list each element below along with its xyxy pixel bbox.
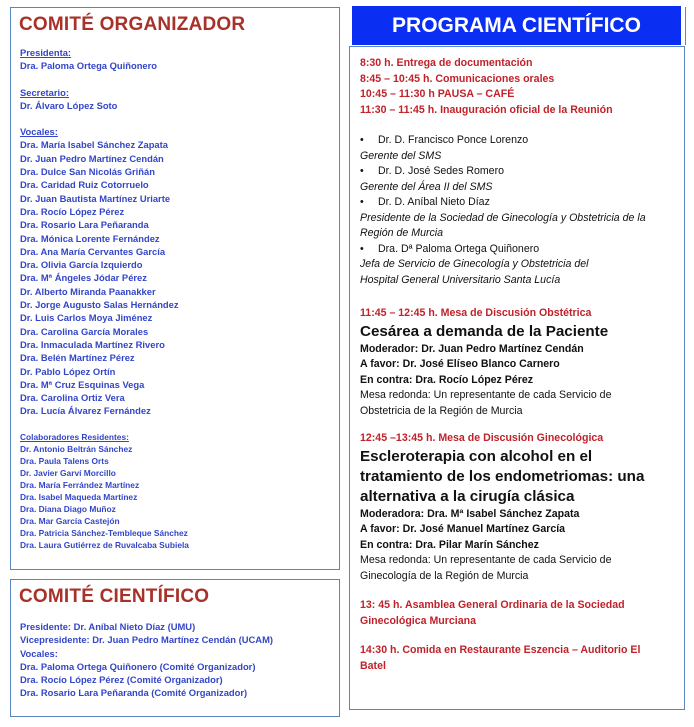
secretary-label: Secretario: <box>20 86 69 98</box>
vocal-item: Dra. Carolina García Morales <box>20 325 149 337</box>
scientific-committee-panel <box>10 579 340 717</box>
speaker-name: Dr. D. Francisco Ponce Lorenzo <box>378 134 529 146</box>
speaker-role: Gerente del Área II del SMS <box>360 180 493 193</box>
mesa2-contra: En contra: Dra. Pilar Marín Sánchez <box>360 538 539 551</box>
lunch-item: Batel <box>360 659 386 672</box>
assembly-item: 13: 45 h. Asamblea General Ordinaria de la Sociedad <box>360 599 625 611</box>
resident-item: Dra. Patricia Sánchez-Tembleque Sánchez <box>20 528 188 539</box>
vocal-item: Dra. Mª Ángeles Jódar Pérez <box>20 272 147 284</box>
scientific-line: Vocales: <box>20 647 58 659</box>
mesa2-redonda: Ginecología de la Región de Murcia <box>360 569 529 582</box>
organizing-committee-panel <box>10 7 340 570</box>
vocal-item: Dra. Dulce San Nicolás Griñán <box>20 166 155 178</box>
assembly-item: Ginecológica Murciana <box>360 614 476 627</box>
program-panel <box>349 46 685 710</box>
vocal-item: Dr. Juan Bautista Martínez Uriarte <box>20 192 171 204</box>
mesa1-redonda: Obstetricia de la Región de Murcia <box>360 404 523 417</box>
resident-item: Dra. Mar García Castejón <box>20 516 120 527</box>
vocal-item: Dra. Rosario Lara Peñaranda <box>20 219 149 231</box>
vocal-item: Dra. Inmaculada Martínez Rivero <box>20 338 165 350</box>
mesa1-moderator: Moderador: Dr. Juan Pedro Martínez Cendán <box>360 342 584 355</box>
scientific-committee-title: COMITÉ CIENTÍFICO <box>19 586 210 607</box>
resident-item: Dra. María Ferrández Martínez <box>20 479 140 490</box>
vocal-item: Dr. Pablo López Ortín <box>20 365 116 377</box>
resident-item: Dr. Javier Garví Morcillo <box>20 467 116 478</box>
speaker-item: • Dra. Dª Paloma Ortega Quiñonero <box>360 242 680 258</box>
mesa1-contra: En contra: Dra. Rocío López Pérez <box>360 373 534 386</box>
mesa2-moderator: Moderadora: Dra. Mª Isabel Sánchez Zapata <box>360 507 580 520</box>
speaker-item: • Dr. D. José Sedes Romero <box>360 164 680 180</box>
mesa1-time: 11:45 – 12:45 h. Mesa de Discusión Obstétrica <box>360 307 592 319</box>
vocal-item: Dra. Rocío López Pérez <box>20 205 125 217</box>
mesa2-redonda: Mesa redonda: Un representante de cada Servicio de <box>360 554 612 566</box>
vocal-item: Dra. Mª Cruz Esquinas Vega <box>20 378 145 390</box>
organizing-committee-title: COMITÉ ORGANIZADOR <box>19 14 246 35</box>
resident-item: Dra. Isabel Maqueda Martínez <box>20 491 138 502</box>
speaker-role: Presidente de la Sociedad de Ginecología y Obstetricia de la <box>360 211 646 224</box>
vocal-item: Dr. Luis Carlos Moya Jiménez <box>20 312 153 324</box>
mesa2-favor: A favor: Dr. José Manuel Martínez García <box>360 523 566 535</box>
mesa1-redonda: Mesa redonda: Un representante de cada Servicio de <box>360 389 612 401</box>
president-name: Dra. Paloma Ortega Quiñonero <box>20 60 158 72</box>
vocal-item: Dra. Caridad Ruiz Cotorruelo <box>20 179 149 191</box>
scientific-line: Presidente: Dr. Aníbal Nieto Díaz (UMU) <box>20 621 196 632</box>
vocal-item: Dra. Ana María Cervantes García <box>20 245 166 257</box>
scientific-line: Dra. Rosario Lara Peñaranda (Comité Organizador) <box>20 687 248 699</box>
vocal-item: Dra. Lucía Álvarez Fernández <box>20 405 151 417</box>
program-header: PROGRAMA CIENTÍFICO <box>352 6 681 45</box>
vocal-item: Dra. Belén Martínez Pérez <box>20 352 135 364</box>
speaker-item: • Dr. D. Aníbal Nieto Díaz <box>360 195 680 211</box>
speaker-name: Dra. Dª Paloma Ortega Quiñonero <box>378 242 540 255</box>
vocales-label: Vocales: <box>20 126 58 138</box>
speaker-role: Gerente del SMS <box>360 149 442 162</box>
speaker-role: Hospital General Universitario Santa Lucía <box>360 273 561 286</box>
vocal-item: Dr. Alberto Miranda Paanakker <box>20 285 156 297</box>
scientific-line: Vicepresidente: Dr. Juan Pedro Martínez Cendán (UCAM) <box>20 634 274 646</box>
schedule-item: 8:45 – 10:45 h. Comunicaciones orales <box>360 72 555 85</box>
mesa2-title: tratamiento de los endometriomas: una <box>360 467 645 485</box>
divider <box>685 7 686 45</box>
secretary-name: Dr. Álvaro López Soto <box>20 99 118 111</box>
resident-item: Dra. Laura Gutiérrez de Ruvalcaba Subiela <box>20 540 189 551</box>
speaker-item: • Dr. D. Francisco Ponce Lorenzo <box>360 133 680 149</box>
lunch-item: 14:30 h. Comida en Restaurante Eszencia – Auditorio El <box>360 644 641 656</box>
mesa2-title: Escleroterapia con alcohol en el <box>360 447 593 465</box>
vocal-item: Dr. Jorge Augusto Salas Hernández <box>20 299 179 311</box>
schedule-item: 10:45 – 11:30 h PAUSA – CAFÉ <box>360 88 515 100</box>
speaker-name: Dr. D. José Sedes Romero <box>378 165 504 177</box>
mesa1-favor: A favor: Dr. José Elíseo Blanco Carnero <box>360 358 560 370</box>
schedule-item: 11:30 – 11:45 h. Inauguración oficial de la Reunión <box>360 103 613 116</box>
schedule-item: 8:30 h. Entrega de documentación <box>360 57 533 69</box>
scientific-line: Dra. Rocío López Pérez (Comité Organizador) <box>20 674 223 686</box>
mesa2-title: alternativa a la cirugía clásica <box>360 487 575 505</box>
mesa1-title: Cesárea a demanda de la Paciente <box>360 322 609 340</box>
president-label: Presidenta: <box>20 47 72 58</box>
resident-item: Dra. Paula Talens Orts <box>20 455 109 466</box>
scientific-line: Dra. Paloma Ortega Quiñonero (Comité Organizador) <box>20 660 256 672</box>
vocal-item: Dra. María Isabel Sánchez Zapata <box>20 139 168 151</box>
vocal-item: Dr. Juan Pedro Martínez Cendán <box>20 152 164 164</box>
vocal-item: Dra. Carolina Ortiz Vera <box>20 392 125 404</box>
speaker-role: Región de Murcia <box>360 227 444 239</box>
resident-item: Dra. Diana Diago Muñoz <box>20 504 116 514</box>
speaker-name: Dr. D. Aníbal Nieto Díaz <box>378 196 490 208</box>
mesa2-time: 12:45 –13:45 h. Mesa de Discusión Ginecológica <box>360 432 604 444</box>
speaker-role: Jefa de Servicio de Ginecología y Obstetricia del <box>360 258 589 270</box>
resident-item: Dr. Antonio Beltrán Sánchez <box>20 443 133 454</box>
residents-label: Colaboradores Residentes: <box>20 431 129 442</box>
vocal-item: Dra. Olivia García Izquierdo <box>20 259 143 271</box>
vocal-item: Dra. Mónica Lorente Fernández <box>20 232 160 244</box>
